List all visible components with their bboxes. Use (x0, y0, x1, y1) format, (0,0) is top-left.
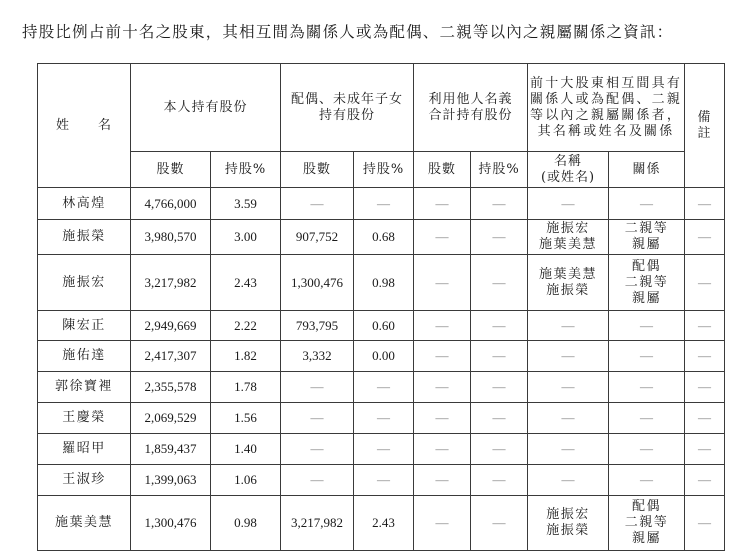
self-shares: 1,399,063 (131, 465, 211, 496)
self-pct: 0.98 (211, 496, 281, 551)
remark: — (685, 255, 725, 311)
other-shares: — (414, 311, 471, 341)
relation: — (609, 341, 685, 372)
subheader-others-pct: 持股% (471, 152, 528, 188)
spouse-pct: — (354, 434, 414, 465)
relation: 配偶 二親等 親屬 (609, 255, 685, 311)
spouse-shares: 793,795 (281, 311, 354, 341)
related-name: — (528, 465, 609, 496)
table-row (38, 220, 725, 255)
page-heading: 持股比例占前十名之股東，其相互間為關係人或為配偶、二親等以內之親屬關係之資訊： (22, 23, 674, 41)
shareholder-name: 施葉美慧 (38, 496, 131, 551)
self-shares: 3,217,982 (131, 255, 211, 311)
relation: 二親等 親屬 (609, 220, 685, 255)
other-pct: — (471, 434, 528, 465)
remark: — (685, 465, 725, 496)
self-shares: 2,417,307 (131, 341, 211, 372)
shareholder-name: 施振榮 (38, 220, 131, 255)
remark: — (685, 311, 725, 341)
related-name: 施振宏 施葉美慧 (528, 220, 609, 255)
relation: — (609, 311, 685, 341)
shareholder-name: 郭徐寶裡 (38, 372, 131, 403)
table-row (38, 341, 725, 372)
table-row (38, 496, 725, 551)
header-self-holdings: 本人持有股份 (131, 64, 281, 152)
self-shares: 2,069,529 (131, 403, 211, 434)
other-pct: — (471, 220, 528, 255)
other-shares: — (414, 188, 471, 220)
subheader-spouse-pct: 持股% (354, 152, 414, 188)
spouse-pct: 0.68 (354, 220, 414, 255)
spouse-shares: 907,752 (281, 220, 354, 255)
other-pct: — (471, 372, 528, 403)
self-shares: 1,300,476 (131, 496, 211, 551)
self-shares: 2,355,578 (131, 372, 211, 403)
spouse-pct: 0.00 (354, 341, 414, 372)
relation: — (609, 372, 685, 403)
related-name: — (528, 372, 609, 403)
subheader-spouse-shares: 股數 (281, 152, 354, 188)
other-shares: — (414, 496, 471, 551)
remark: — (685, 496, 725, 551)
other-shares: — (414, 341, 471, 372)
self-shares: 2,949,669 (131, 311, 211, 341)
relation: 配偶 二親等 親屬 (609, 496, 685, 551)
other-shares: — (414, 220, 471, 255)
header-remark: 備 註 (685, 64, 725, 188)
table-row (38, 372, 725, 403)
self-pct: 1.40 (211, 434, 281, 465)
subheader-self-pct: 持股% (211, 152, 281, 188)
relation: — (609, 188, 685, 220)
spouse-shares: — (281, 465, 354, 496)
spouse-shares: — (281, 434, 354, 465)
other-shares: — (414, 434, 471, 465)
other-pct: — (471, 465, 528, 496)
spouse-pct: — (354, 403, 414, 434)
related-name: — (528, 403, 609, 434)
subheader-relation: 關係 (609, 152, 685, 188)
relation: — (609, 403, 685, 434)
header-others-name-holdings: 利用他人名義 合計持有股份 (414, 64, 528, 152)
spouse-pct: — (354, 465, 414, 496)
spouse-shares: 3,332 (281, 341, 354, 372)
self-pct: 1.78 (211, 372, 281, 403)
self-shares: 4,766,000 (131, 188, 211, 220)
shareholder-name: 施振宏 (38, 255, 131, 311)
remark: — (685, 434, 725, 465)
self-pct: 1.56 (211, 403, 281, 434)
related-name: — (528, 311, 609, 341)
other-pct: — (471, 188, 528, 220)
remark: — (685, 220, 725, 255)
self-pct: 2.43 (211, 255, 281, 311)
header-spouse-holdings: 配偶、未成年子女 持有股份 (281, 64, 414, 152)
spouse-pct: 0.98 (354, 255, 414, 311)
table-row (38, 255, 725, 311)
spouse-pct: — (354, 372, 414, 403)
self-pct: 2.22 (211, 311, 281, 341)
other-pct: — (471, 255, 528, 311)
other-shares: — (414, 372, 471, 403)
header-name: 姓 名 (38, 64, 131, 188)
subheader-others-shares: 股數 (414, 152, 471, 188)
shareholder-name: 施佑達 (38, 341, 131, 372)
remark: — (685, 188, 725, 220)
other-shares: — (414, 465, 471, 496)
remark: — (685, 372, 725, 403)
self-pct: 3.59 (211, 188, 281, 220)
other-shares: — (414, 403, 471, 434)
self-pct: 3.00 (211, 220, 281, 255)
shareholder-name: 林高煌 (38, 188, 131, 220)
header-related-parties: 前十大股東相互間具有關係人或為配偶、二親等以內之親屬關係者，其名稱或姓名及關係 (528, 64, 685, 152)
spouse-shares: — (281, 372, 354, 403)
related-name: — (528, 341, 609, 372)
self-pct: 1.06 (211, 465, 281, 496)
remark: — (685, 403, 725, 434)
relation: — (609, 465, 685, 496)
related-name: 施振宏 施振榮 (528, 496, 609, 551)
spouse-pct: 0.60 (354, 311, 414, 341)
shareholder-name: 陳宏正 (38, 311, 131, 341)
other-pct: — (471, 341, 528, 372)
spouse-shares: — (281, 188, 354, 220)
table-row (38, 434, 725, 465)
table-row (38, 188, 725, 220)
remark: — (685, 341, 725, 372)
subheader-related-name: 名稱 (或姓名) (528, 152, 609, 188)
shareholder-name: 王淑珍 (38, 465, 131, 496)
relation: — (609, 434, 685, 465)
table-row (38, 311, 725, 341)
top-ten-shareholders-table (37, 63, 725, 551)
shareholder-name: 羅昭甲 (38, 434, 131, 465)
table-row (38, 403, 725, 434)
spouse-pct: 2.43 (354, 496, 414, 551)
self-pct: 1.82 (211, 341, 281, 372)
other-pct: — (471, 496, 528, 551)
other-pct: — (471, 311, 528, 341)
spouse-pct: — (354, 188, 414, 220)
other-shares: — (414, 255, 471, 311)
spouse-shares: 1,300,476 (281, 255, 354, 311)
other-pct: — (471, 403, 528, 434)
spouse-shares: 3,217,982 (281, 496, 354, 551)
table-body (38, 188, 725, 551)
related-name: 施葉美慧 施振榮 (528, 255, 609, 311)
related-name: — (528, 188, 609, 220)
self-shares: 1,859,437 (131, 434, 211, 465)
table-row (38, 465, 725, 496)
spouse-shares: — (281, 403, 354, 434)
subheader-self-shares: 股數 (131, 152, 211, 188)
shareholder-name: 王慶榮 (38, 403, 131, 434)
self-shares: 3,980,570 (131, 220, 211, 255)
related-name: — (528, 434, 609, 465)
